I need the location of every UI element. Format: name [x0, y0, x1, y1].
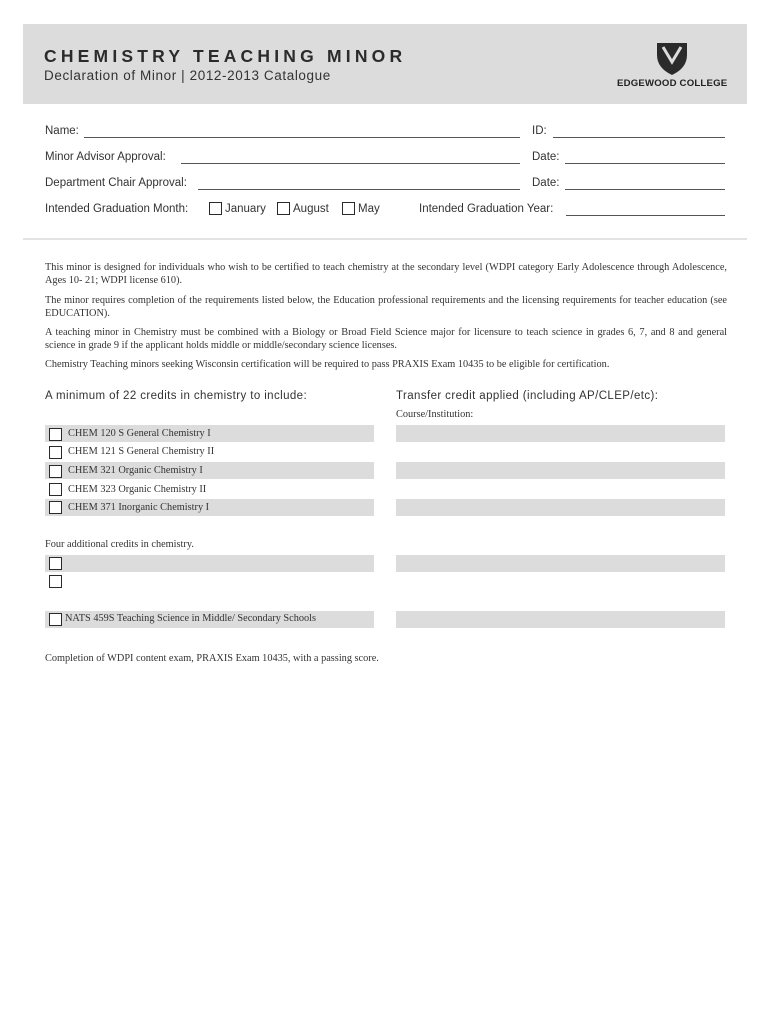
form-title: CHEMISTRY TEACHING MINOR	[44, 46, 407, 66]
course-item: CHEM 121 S General Chemistry II	[68, 446, 215, 457]
course-checkbox[interactable]	[49, 446, 62, 459]
intro-paragraph-3: A teaching minor in Chemistry must be combined with a Biology or Broad Field Science major for licensure to teach science in grades 6, 7, and 8 and general science in grade 9 if the applicant holds middle or middle/secondary science licenses.	[45, 327, 727, 351]
course-checkbox[interactable]	[49, 483, 62, 496]
advisor-date-label: Date:	[532, 151, 560, 163]
august-checkbox[interactable]	[277, 202, 290, 215]
may-label: May	[358, 203, 380, 215]
advisor-date-field[interactable]	[565, 163, 725, 164]
completion-note: Completion of WDPI content exam, PRAXIS Exam 10435, with a passing score.	[45, 653, 379, 664]
additional-course-input[interactable]	[45, 555, 374, 572]
transfer-input[interactable]	[396, 499, 725, 516]
transfer-input[interactable]	[396, 425, 725, 442]
additional-checkbox[interactable]	[49, 575, 62, 588]
intro-paragraph-1: This minor is designed for individuals who wish to be certified to teach chemistry at the secondary level (WDPI category Early Adolescence through Adolescence, Ages 10- 21; WDPI license 610).	[45, 262, 727, 286]
name-field[interactable]	[84, 137, 520, 138]
additional-checkbox[interactable]	[49, 557, 62, 570]
nats-checkbox[interactable]	[49, 613, 62, 626]
course-item: CHEM 321 Organic Chemistry I	[68, 465, 203, 476]
nats-course: NATS 459S Teaching Science in Middle/ Secondary Schools	[65, 613, 317, 624]
shield-icon	[655, 40, 689, 76]
chair-date-label: Date:	[532, 177, 560, 189]
transfer-input[interactable]	[396, 462, 725, 479]
intro-paragraph-2: The minor requires completion of the requirements listed below, the Education professional requirements and the licensing requirements for teacher education (see EDUCATION).	[45, 295, 727, 319]
additional-credits-label: Four additional credits in chemistry.	[45, 539, 194, 550]
advisor-label: Minor Advisor Approval:	[45, 151, 166, 163]
name-label: Name:	[45, 125, 79, 137]
course-institution-label: Course/Institution:	[396, 409, 474, 420]
course-item: CHEM 323 Organic Chemistry II	[68, 484, 207, 495]
course-item: CHEM 120 S General Chemistry I	[68, 428, 211, 439]
requirements-heading: A minimum of 22 credits in chemistry to include:	[45, 390, 308, 402]
transfer-input[interactable]	[396, 611, 725, 628]
january-label: January	[225, 203, 266, 215]
course-checkbox[interactable]	[49, 465, 62, 478]
chair-label: Department Chair Approval:	[45, 177, 187, 189]
section-divider	[23, 238, 747, 240]
course-checkbox[interactable]	[49, 428, 62, 441]
page-header	[23, 24, 747, 104]
advisor-field[interactable]	[181, 163, 520, 164]
form-subtitle: Declaration of Minor | 2012-2013 Catalogue	[44, 68, 331, 83]
transfer-heading: Transfer credit applied (including AP/CLEP/etc):	[396, 390, 659, 402]
grad-year-label: Intended Graduation Year:	[419, 203, 554, 215]
chair-date-field[interactable]	[565, 189, 725, 190]
may-checkbox[interactable]	[342, 202, 355, 215]
college-logo	[617, 40, 727, 94]
id-field[interactable]	[553, 137, 725, 138]
course-checkbox[interactable]	[49, 501, 62, 514]
intro-paragraph-4: Chemistry Teaching minors seeking Wisconsin certification will be required to pass PRAXIS Exam 10435 to be eligible for certification.	[45, 359, 610, 370]
grad-month-label: Intended Graduation Month:	[45, 203, 189, 215]
id-label: ID:	[532, 125, 547, 137]
logo-text: EDGEWOOD COLLEGE	[617, 78, 728, 89]
january-checkbox[interactable]	[209, 202, 222, 215]
transfer-input[interactable]	[396, 555, 725, 572]
course-item: CHEM 371 Inorganic Chemistry I	[68, 502, 210, 513]
grad-year-field[interactable]	[566, 215, 725, 216]
chair-field[interactable]	[198, 189, 520, 190]
august-label: August	[293, 203, 329, 215]
